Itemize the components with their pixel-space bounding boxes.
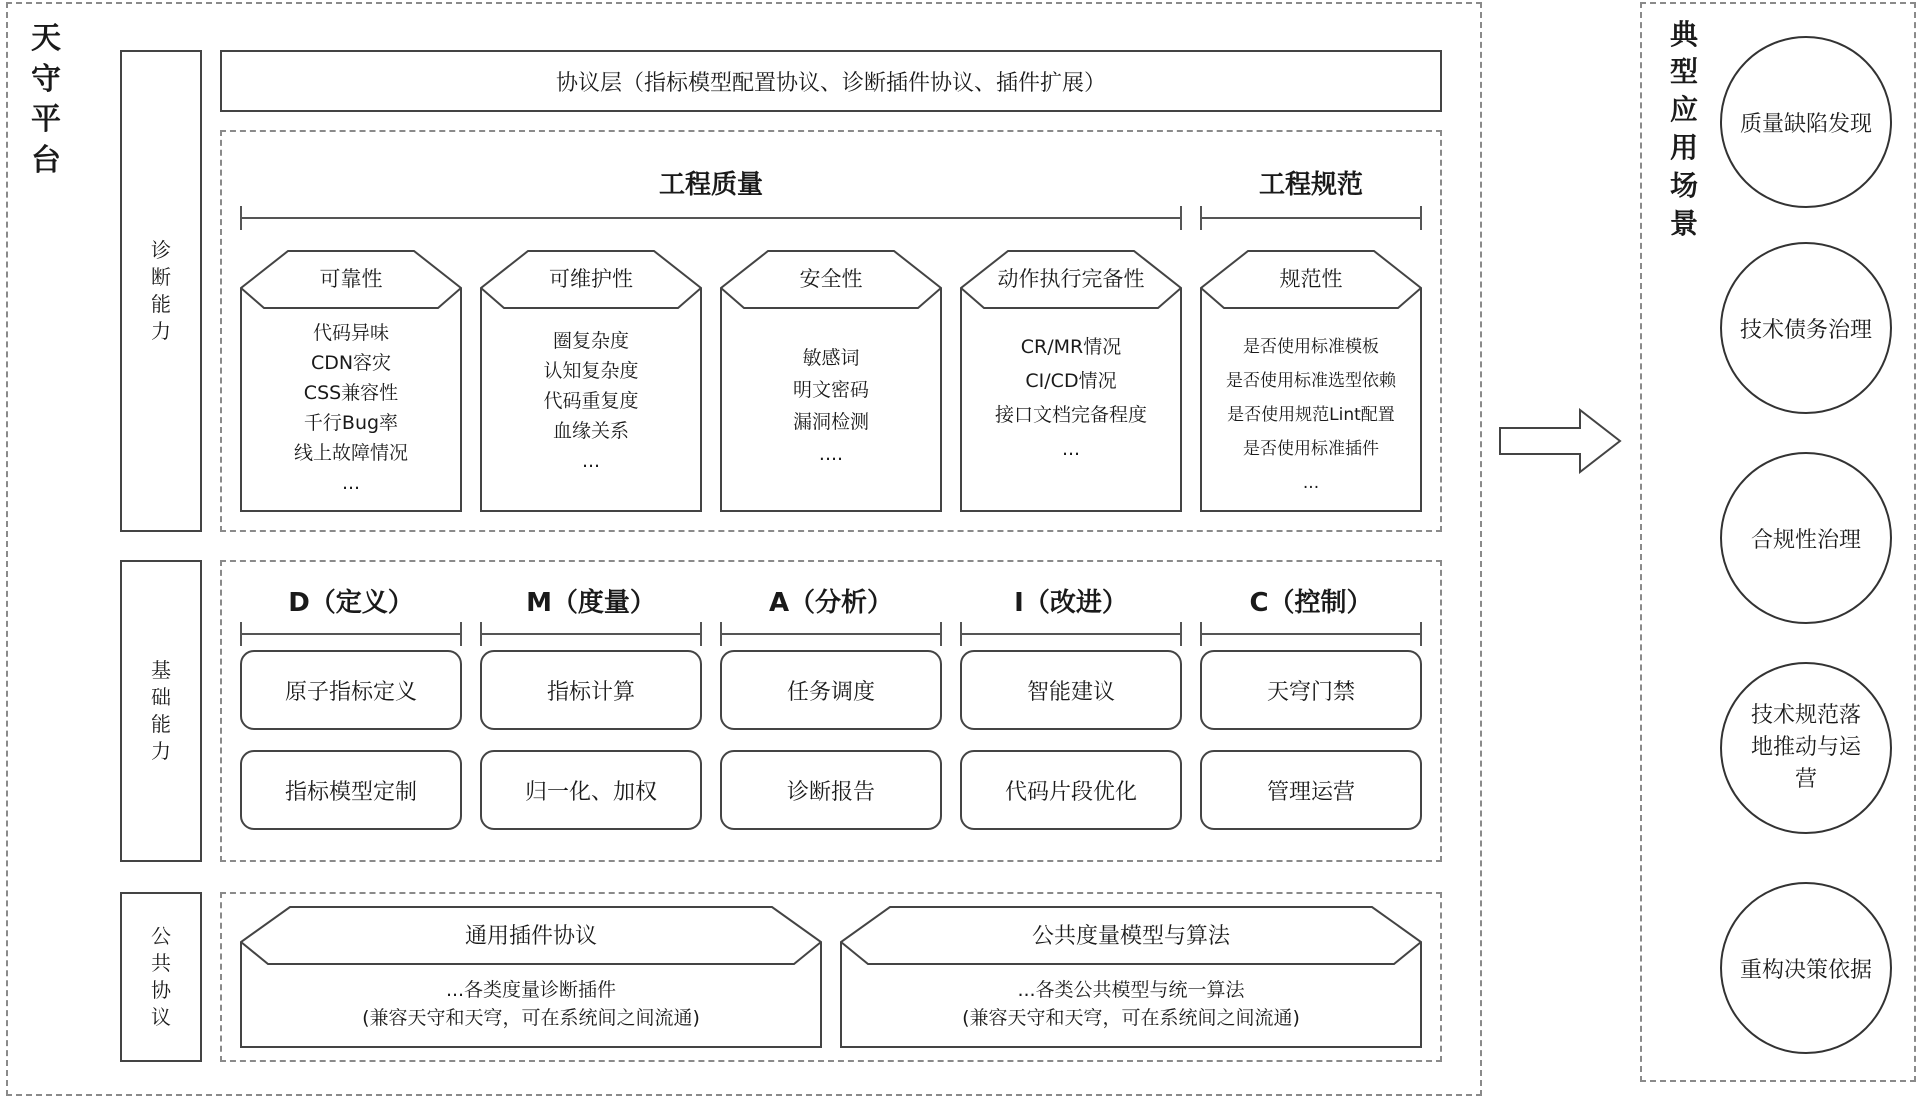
card-items — [1200, 330, 1422, 500]
dmaic-column — [720, 580, 942, 840]
row-label-foundation — [120, 560, 202, 862]
card-lines — [240, 976, 822, 1032]
dmaic-bracket — [720, 622, 942, 646]
card-line: ...各类度量诊断插件 — [445, 979, 617, 1001]
dmaic-box: 原子指标定义 — [240, 650, 462, 730]
scenario-circle — [1720, 36, 1892, 208]
card-item: 是否使用标准模板 — [1243, 337, 1379, 357]
card-items — [480, 326, 702, 476]
card-items — [720, 342, 942, 470]
dmaic-bracket — [240, 622, 462, 646]
platform-title-char: 天 — [31, 21, 61, 56]
card-item: 圈复杂度 — [552, 330, 629, 352]
card-item: ... — [341, 472, 361, 494]
group-engineering-quality-bracket — [240, 206, 1182, 230]
card-item: 线上故障情况 — [293, 442, 408, 464]
row-label-char: 诊 — [151, 238, 171, 262]
scenario-label: 技术规范落地推动与运营 — [1750, 703, 1861, 792]
row-label-char: 础 — [151, 685, 171, 709]
platform-title-char: 平 — [31, 102, 61, 137]
scenarios-title-char: 用 — [1669, 131, 1698, 164]
dmaic-box: 归一化、加权 — [480, 750, 702, 830]
card-title: 可靠性 — [319, 267, 383, 291]
scenario-label: 质量缺陷发现 — [1739, 111, 1872, 137]
row-label-char: 协 — [151, 978, 171, 1002]
protocol-layer-text: 协议层（指标模型配置协议、诊断插件协议、插件扩展） — [555, 70, 1106, 96]
dmaic-box: 代码片段优化 — [960, 750, 1182, 830]
card-item: 代码异味 — [312, 322, 389, 344]
group-engineering-quality-label: 工程质量 — [658, 169, 763, 200]
card-item: CI/CD情况 — [1025, 370, 1117, 392]
card-item: 敏感词 — [802, 347, 860, 369]
row-label-char: 断 — [151, 265, 171, 289]
public-protocol-card — [840, 906, 1422, 1048]
card-title: 动作执行完备性 — [997, 267, 1145, 291]
dmaic-box: 诊断报告 — [720, 750, 942, 830]
card-item: CR/MR情况 — [1020, 336, 1122, 358]
card-item: CDN容灾 — [310, 352, 392, 374]
dmaic-box: 指标模型定制 — [240, 750, 462, 830]
diagnosis-card — [240, 250, 462, 512]
dmaic-column — [960, 580, 1182, 840]
scenarios-title-char: 景 — [1669, 206, 1698, 240]
dmaic-box: 天穹门禁 — [1200, 650, 1422, 730]
right-arrow-icon — [1498, 408, 1624, 474]
dmaic-header: C（控制） — [1249, 587, 1373, 618]
row-label-protocol — [120, 892, 202, 1062]
card-item: ... — [1061, 438, 1081, 460]
card-item: 代码重复度 — [543, 390, 639, 412]
row-label-char: 能 — [151, 292, 171, 316]
scenarios-title-char: 应 — [1669, 93, 1698, 127]
row-label-char: 力 — [151, 319, 171, 343]
card-items — [960, 330, 1182, 466]
card-item: 明文密码 — [792, 379, 869, 401]
card-item: 是否使用规范Lint配置 — [1227, 405, 1395, 425]
dmaic-header: I（改进） — [1014, 587, 1128, 618]
dmaic-column — [240, 580, 462, 840]
protocol-layer-box — [220, 50, 1442, 112]
dmaic-bracket — [480, 622, 702, 646]
scenario-circle — [1720, 882, 1892, 1054]
card-title: 规范性 — [1279, 267, 1343, 291]
platform-title-char: 台 — [31, 142, 61, 178]
card-item: 接口文档完备程度 — [994, 404, 1147, 426]
card-item: 血缘关系 — [552, 420, 629, 442]
diagnosis-card — [1200, 250, 1422, 512]
scenarios-title — [1660, 14, 1708, 244]
row-label-char: 公 — [151, 924, 171, 948]
dmaic-bracket — [960, 622, 1182, 646]
dmaic-header: A（分析） — [768, 587, 894, 618]
scenarios-title-char: 型 — [1669, 55, 1698, 89]
scenario-label: 合规性治理 — [1750, 527, 1861, 553]
diagnosis-card — [960, 250, 1182, 512]
group-engineering-standards-label: 工程规范 — [1258, 169, 1363, 200]
card-item: 漏洞检测 — [792, 411, 869, 433]
card-title: 安全性 — [799, 267, 863, 291]
card-title: 可维护性 — [549, 267, 633, 291]
dmaic-box: 任务调度 — [720, 650, 942, 730]
card-lines — [840, 976, 1422, 1032]
group-engineering-standards-bracket — [1200, 206, 1422, 230]
dmaic-bracket — [1200, 622, 1422, 646]
dmaic-header: D（定义） — [288, 587, 414, 618]
card-item: CSS兼容性 — [303, 382, 399, 404]
card-item: 是否使用标准选型依赖 — [1226, 371, 1396, 391]
scenario-label: 重构决策依据 — [1739, 957, 1872, 983]
card-item: .... — [818, 443, 844, 465]
diagnosis-card — [720, 250, 942, 512]
public-protocol-card — [240, 906, 822, 1048]
scenarios-title-char: 典 — [1669, 17, 1698, 51]
dmaic-box: 指标计算 — [480, 650, 702, 730]
dmaic-column — [1200, 580, 1422, 840]
dmaic-column — [480, 580, 702, 840]
row-label-char: 力 — [151, 739, 171, 763]
row-label-char: 议 — [151, 1005, 171, 1029]
dmaic-box: 智能建议 — [960, 650, 1182, 730]
row-label-char: 共 — [151, 951, 171, 975]
scenario-circle — [1720, 662, 1892, 834]
card-line: ...各类公共模型与统一算法 — [1017, 979, 1245, 1001]
row-label-diagnosis — [120, 50, 202, 532]
row-label-char: 基 — [151, 658, 171, 682]
scenario-circle — [1720, 452, 1892, 624]
row-label-char: 能 — [151, 712, 171, 736]
card-line: (兼容天守和天穹，可在系统间之间流通) — [362, 1007, 700, 1029]
card-title: 通用插件协议 — [464, 923, 597, 949]
card-item: 是否使用标准插件 — [1243, 439, 1379, 459]
card-item: ... — [581, 450, 601, 472]
diagnosis-card — [480, 250, 702, 512]
dmaic-box: 管理运营 — [1200, 750, 1422, 830]
card-item: ... — [1302, 473, 1320, 493]
platform-title — [18, 20, 74, 180]
scenarios-title-char: 场 — [1669, 168, 1698, 202]
card-items — [240, 318, 462, 498]
scenario-circle — [1720, 242, 1892, 414]
dmaic-header: M（度量） — [526, 587, 656, 618]
platform-title-char: 守 — [31, 61, 61, 97]
card-item: 千行Bug率 — [303, 412, 399, 434]
scenario-label: 技术债务治理 — [1739, 317, 1872, 343]
card-item: 认知复杂度 — [543, 360, 639, 382]
card-line: (兼容天守和天穹，可在系统间之间流通) — [962, 1007, 1300, 1029]
card-title: 公共度量模型与算法 — [1031, 923, 1230, 949]
